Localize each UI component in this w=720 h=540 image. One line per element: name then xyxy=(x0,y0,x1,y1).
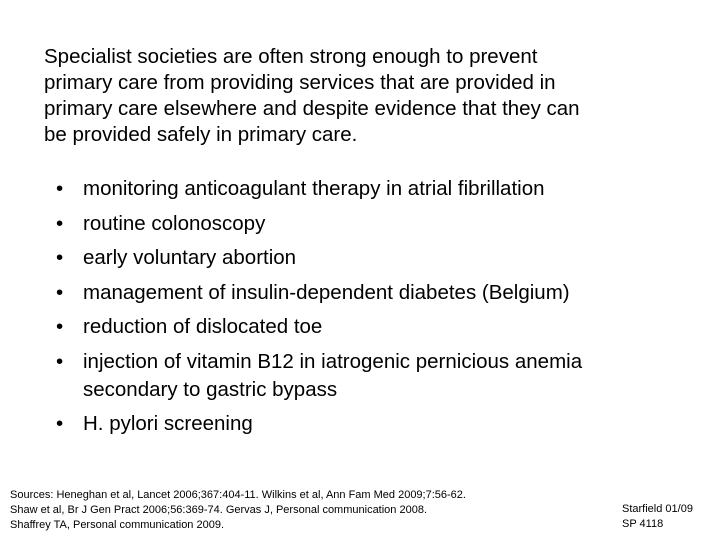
slide-id: SP 4118 xyxy=(622,518,664,530)
bullet-text: routine colonoscopy xyxy=(83,211,266,235)
intro-line: primary care from providing services that are provided in xyxy=(44,71,556,94)
bullet-text: management of insulin-dependent diabetes (Belgium) xyxy=(83,280,570,304)
bullet-icon: • xyxy=(56,412,64,435)
bullet-item-abortion xyxy=(56,241,696,276)
sources-citation xyxy=(10,488,466,533)
bullet-icon: • xyxy=(56,211,64,235)
bullet-text: reduction of dislocated toe xyxy=(83,315,323,338)
bullet-item-h-pylori xyxy=(56,407,696,442)
intro-line: Specialist societies are often strong enough to prevent xyxy=(44,45,538,68)
intro-paragraph xyxy=(44,44,694,148)
bullet-text: H. pylori screening xyxy=(83,412,253,435)
bullet-text-line: injection of vitamin B12 in iatrogenic pernicious anemia xyxy=(83,349,583,373)
bullet-icon: • xyxy=(56,315,64,338)
bullet-text xyxy=(83,345,696,408)
bullet-item-vitamin-b12 xyxy=(56,345,696,408)
bullet-item-anticoagulant xyxy=(56,172,696,207)
slide-footer xyxy=(622,502,693,532)
source-line: Shaffrey TA, Personal communication 2009. xyxy=(10,519,225,531)
bullet-icon: • xyxy=(56,177,64,200)
bullet-icon: • xyxy=(56,280,64,304)
author-date: Starfield 01/09 xyxy=(622,503,693,515)
source-line: Shaw et al, Br J Gen Pract 2006;56:369-74. Gervas J, Personal communication 2008. xyxy=(10,504,428,516)
source-line: Sources: Heneghan et al, Lancet 2006;367:404-11. Wilkins et al, Ann Fam Med 2009;7:56-62. xyxy=(10,489,466,501)
bullet-item-diabetes xyxy=(56,276,696,311)
bullet-text-continuation: secondary to gastric bypass xyxy=(83,378,338,401)
services-bullet-list xyxy=(56,172,696,442)
bullet-item-colonoscopy xyxy=(56,207,696,242)
bullet-text: monitoring anticoagulant therapy in atrial fibrillation xyxy=(83,177,545,200)
intro-line: be provided safely in primary care. xyxy=(44,123,358,146)
bullet-icon: • xyxy=(56,246,64,269)
bullet-text: early voluntary abortion xyxy=(83,246,297,269)
intro-line: primary care elsewhere and despite evidence that they can xyxy=(44,97,580,120)
bullet-icon: • xyxy=(56,349,64,373)
bullet-item-dislocated-toe xyxy=(56,310,696,345)
